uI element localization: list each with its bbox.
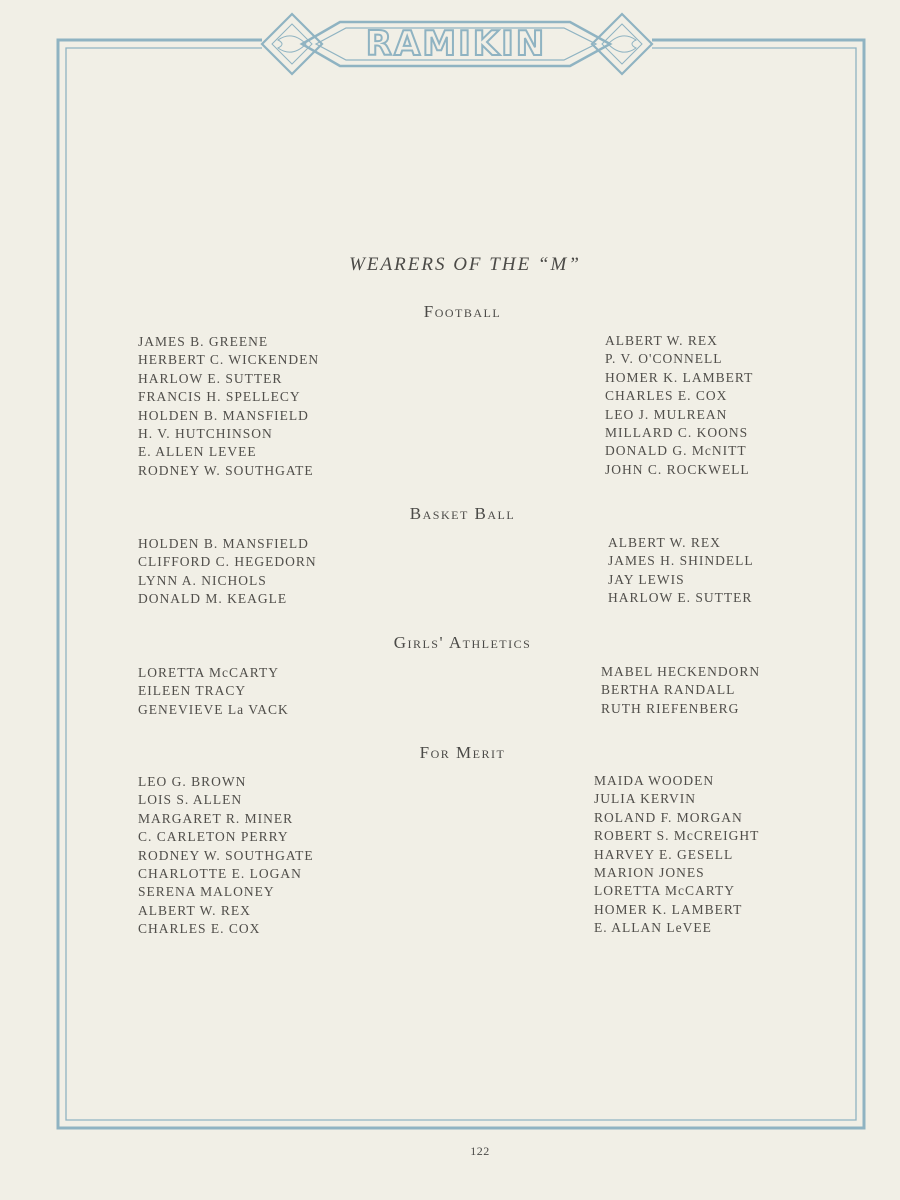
masthead-title: RAMIKIN	[365, 24, 547, 64]
list-item: HARLOW E. SUTTER	[608, 590, 753, 606]
list-item: MAIDA WOODEN	[594, 773, 715, 788]
list-item: EILEEN TRACY	[138, 683, 247, 699]
merit-left-column	[138, 773, 314, 939]
list-item: C. CARLETON PERRY	[138, 829, 289, 845]
list-item: LYNN A. NICHOLS	[138, 572, 267, 588]
list-item: RODNEY W. SOUTHGATE	[138, 847, 314, 863]
page-number: 122	[470, 1144, 490, 1158]
section-title-for-merit: For Merit	[419, 743, 506, 762]
merit-right-column	[594, 772, 759, 938]
list-item: LEO J. MULREAN	[605, 406, 728, 422]
section-title-football: Football	[423, 302, 502, 321]
list-item: FRANCIS H. SPELLECY	[138, 389, 301, 405]
football-left-column	[138, 333, 319, 480]
girls-left-column	[138, 664, 289, 719]
list-item: H. V. HUTCHINSON	[138, 426, 273, 442]
list-item: ROBERT S. McCREIGHT	[594, 828, 760, 844]
girls-right-column	[601, 663, 760, 718]
list-item: MILLARD C. KOONS	[605, 425, 749, 441]
list-item: ROLAND F. MORGAN	[594, 809, 743, 825]
list-item: HARLOW E. SUTTER	[138, 370, 283, 386]
section-title-basketball: Basket Ball	[409, 504, 516, 523]
list-item: HERBERT C. WICKENDEN	[138, 352, 320, 368]
section-title-girls-athletics: Girls' Athletics	[393, 633, 532, 652]
list-item: MARION JONES	[594, 865, 705, 881]
list-item: MABEL HECKENDORN	[601, 664, 761, 679]
list-item: LEO G. BROWN	[138, 774, 247, 789]
list-item: MARGARET R. MINER	[138, 810, 294, 826]
list-item: RUTH RIEFENBERG	[601, 700, 740, 716]
list-item: CLIFFORD C. HEGEDORN	[138, 554, 317, 570]
list-item: JAMES H. SHINDELL	[608, 553, 754, 569]
list-item: LOIS S. ALLEN	[138, 792, 243, 808]
list-item: CHARLOTTE E. LOGAN	[138, 866, 302, 882]
basketball-left-column	[138, 535, 317, 609]
football-right-column	[605, 332, 753, 479]
list-item: HOLDEN B. MANSFIELD	[138, 536, 309, 551]
basketball-right-column	[608, 534, 754, 608]
list-item: JAMES B. GREENE	[138, 334, 269, 349]
list-item: ALBERT W. REX	[608, 535, 721, 550]
list-item: JOHN C. ROCKWELL	[605, 461, 750, 477]
list-item: ALBERT W. REX	[138, 902, 251, 918]
list-item: ALBERT W. REX	[605, 333, 718, 348]
list-item: HOLDEN B. MANSFIELD	[138, 407, 309, 423]
list-item: E. ALLAN LeVEE	[594, 920, 712, 936]
list-item: SERENA MALONEY	[138, 884, 275, 900]
list-item: LORETTA McCARTY	[594, 883, 735, 899]
list-item: DONALD M. KEAGLE	[138, 591, 288, 607]
list-item: P. V. O'CONNELL	[605, 351, 723, 367]
list-item: JULIA KERVIN	[594, 791, 697, 807]
list-item: BERTHA RANDALL	[601, 682, 736, 698]
list-item: LORETTA McCARTY	[138, 665, 279, 680]
list-item: HOMER K. LAMBERT	[594, 901, 743, 917]
list-item: HARVEY E. GESELL	[594, 846, 734, 862]
list-item: CHARLES E. COX	[138, 921, 261, 937]
list-item: RODNEY W. SOUTHGATE	[138, 462, 314, 478]
list-item: CHARLES E. COX	[605, 388, 728, 404]
list-item: JAY LEWIS	[608, 571, 685, 587]
list-item: E. ALLEN LEVEE	[138, 444, 257, 460]
list-item: GENEVIEVE La VACK	[138, 701, 289, 717]
list-item: HOMER K. LAMBERT	[605, 369, 754, 385]
page-title: WEARERS OF THE “M”	[349, 254, 581, 275]
list-item: DONALD G. McNITT	[605, 443, 747, 459]
